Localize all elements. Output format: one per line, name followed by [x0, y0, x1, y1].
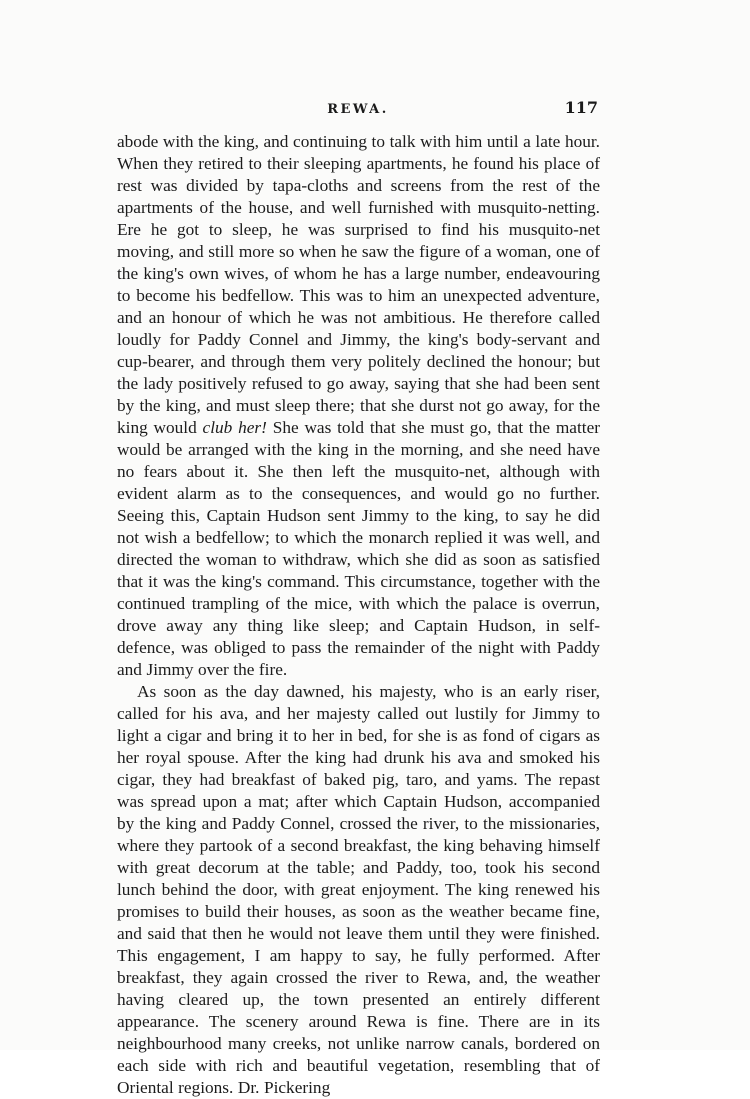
- paragraph-2: As soon as the day dawned, his majesty, who is an early riser, called for his ava, and her majesty called out lustily for Jimmy to light a cigar and bring it to her in bed, for she is as fond of cigars as her royal spouse. After the king had drunk his ava and smoked his cigar, they had breakfast of baked pig, taro, and yams. The repast was spread upon a mat; after which Captain Hudson, accompanied by the king and Paddy Connel, crossed the river, to the missionaries, where they partook of a second breakfast, the king behaving himself with great decorum at the table; and Paddy, too, took his second lunch behind the door, with great enjoyment. The king renewed his promises to build their houses, as soon as the weather became fine, and said that then he would not leave them until they were finished. This engagement, I am happy to say, he fully performed. After breakfast, they again crossed the river to Rewa, and, the weather having cleared up, the town presented an entirely different appearance. The scenery around Rewa is fine. There are in its neighbourhood many creeks, not unlike narrow canals, bordered on each side with rich and beautiful vegetation, resembling that of Oriental regions. Dr. Pickering: [117, 682, 600, 1097]
- paragraph-1-text-start: abode with the king, and continuing to talk with him until a late hour. When they retired to their sleeping apartments, he found his place of rest was divided by tapa-cloths and screens from the rest of the apartments of the house, and well furnished with musquito-netting. Ere he got to sleep, he was surprised to find his musquito-net moving, and still more so when he saw the figure of a woman, one of the king's own wives, of whom he has a large number, endeavouring to become his bedfellow. This was to him an unexpected adventure, and an honour of which he was not ambitious. He therefore called loudly for Paddy Connel and Jimmy, the king's body-servant and cup-bearer, and through them very politely declined the honour; but the lady positively refused to go away, saying that she had been sent by the king, and must sleep there; that she durst not go away, for the king would: [117, 132, 600, 437]
- paragraph-1-text-end: She was told that she must go, that the matter would be arranged with the king in the morning, and she need have no fears about it. She then left the musquito-net, although with evident alarm as to the consequences, and would go no further. Seeing this, Captain Hudson sent Jimmy to the king, to say he did not wish a bedfellow; to which the monarch replied it was well, and directed the woman to withdraw, which she did as soon as satisfied that it was the king's command. This circumstance, together with the continued trampling of the mice, with which the palace is overrun, drove away any thing like sleep; and Captain Hudson, in self-defence, was obliged to pass the remainder of the night with Paddy and Jimmy over the fire.: [117, 418, 600, 679]
- body-text: [117, 131, 600, 1099]
- page-number: 117: [564, 98, 598, 117]
- emphasis-club-her: club her!: [202, 418, 267, 437]
- paragraph-1: [117, 131, 600, 681]
- page-header: [118, 98, 598, 122]
- running-head: REWA.: [327, 102, 389, 117]
